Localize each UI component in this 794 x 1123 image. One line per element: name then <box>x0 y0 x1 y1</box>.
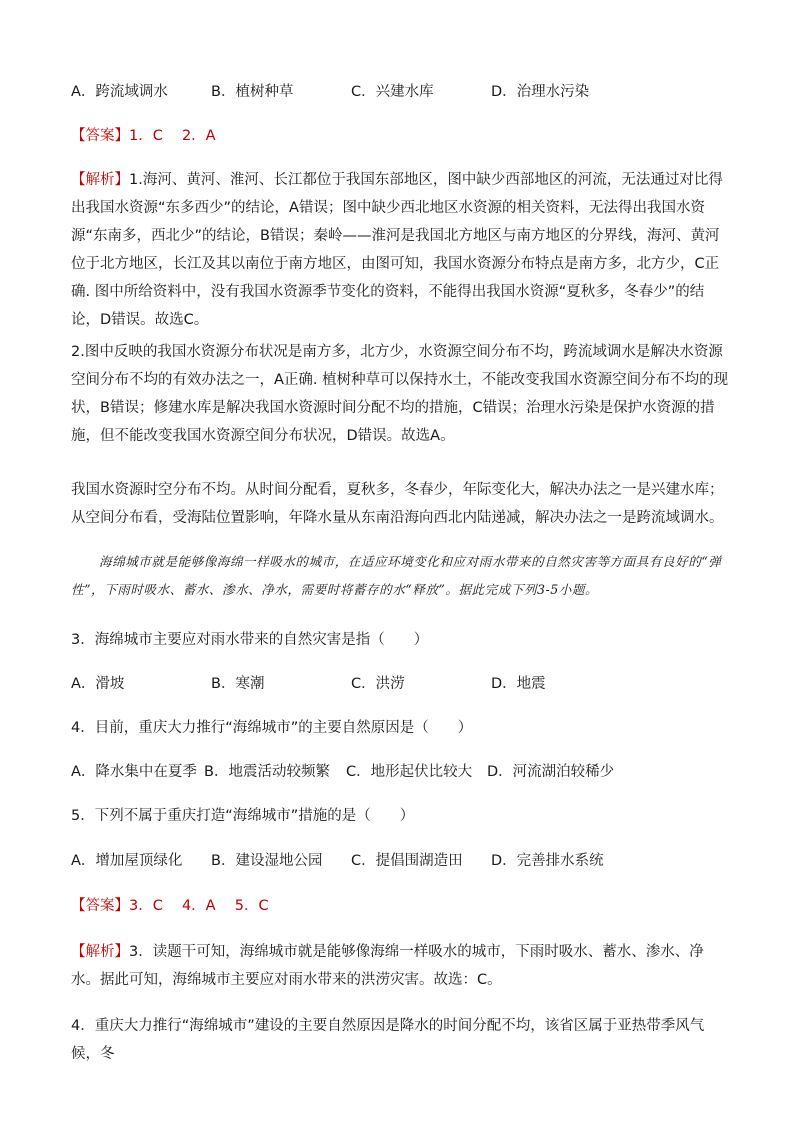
option-d: D．河流湖泊较稀少 <box>487 764 615 780</box>
summary-text: 我国水资源时空分布不均。从时间分配看，夏秋多，冬春少，年际变化大，解决办法之一是兴建水库；从空间分布看，受海陆位置影响，年降水量从东南沿海向西北内陆递减，解决办法之一是跨流域调水。 <box>71 482 724 526</box>
answer-label: 【答案】 <box>71 898 129 914</box>
question-4-stem: 4．目前，重庆大力推行“海绵城市”的主要自然原因是（ ） <box>71 720 473 736</box>
analysis-paragraph-1 <box>71 166 731 334</box>
answer-text: 1．C 2．A <box>129 128 216 144</box>
option-d: D．完善排水系统 <box>491 853 604 869</box>
summary-paragraph <box>71 476 731 532</box>
option-b: B．植树种草 <box>211 84 294 100</box>
analysis-label: 【解析】 <box>71 172 129 188</box>
option-a: A．跨流域调水 <box>71 84 168 100</box>
analysis-paragraph-2 <box>71 338 731 450</box>
analysis-text-4: 4．重庆大力推行“海绵城市”建设的主要自然原因是降水的时间分配不均，该省区属于亚热带季风气候，冬 <box>71 1018 705 1062</box>
analysis-label: 【解析】 <box>71 944 129 960</box>
answer-text: 3．C 4．A 5．C <box>129 898 269 914</box>
analysis-text-1: 1.海河、黄河、淮河、长江都位于我国东部地区，图中缺少西部地区的河流，无法通过对比得出我国水资源“东多西少”的结论，A错误；图中缺少西北地区水资源的相关资料，无法得出我国水资源“东南多，西北少”的结论，B错误；秦岭——淮河是我国北方地区与南方地区的分界线，海河、黄河位于北方地区，长江及其以南位于南方地区，由图可知，我国水资源分布特点是南方多，北方少，C正确. 图中所给资料中，没有我国水资源季节变化的资料，不能得出我国水资源“夏秋多，冬春少”的结论，D错误。故选C。 <box>71 172 723 328</box>
option-a: A．降水集中在夏季 <box>71 764 197 780</box>
option-a: A．滑坡 <box>71 676 125 692</box>
analysis-text-2: 2.图中反映的我国水资源分布状况是南方多，北方少，水资源空间分布不均，跨流域调水是解决水资源空间分布不均的有效办法之一，A正确. 植树种草可以保持水土，不能改变我国水资源空间分布不均的现状，B错误；修建水库是解决我国水资源时间分配不均的措施，C错误；治理水污染是保护水资源的措施，但不能改变我国水资源空间分布状况，D错误。故选A。 <box>71 344 729 444</box>
option-b: B．地震活动较频繁 <box>204 764 330 780</box>
answer-label: 【答案】 <box>71 128 129 144</box>
option-c: C．提倡围湖造田 <box>351 853 463 869</box>
reading-passage: 海绵城市就是能够像海绵一样吸水的城市，在适应环境变化和应对雨水带来的自然灾害等方面具有良好的“弹性”，下雨时吸水、蓄水、渗水、净水，需要时将蓄存的水“释放”。据此完成下列3-5小题。 <box>71 554 722 597</box>
answer-line-2 <box>71 896 269 916</box>
option-d: D．治理水污染 <box>491 84 590 100</box>
option-c: C．兴建水库 <box>351 84 434 100</box>
question-3-stem: 3．海绵城市主要应对雨水带来的自然灾害是指（ ） <box>71 632 429 648</box>
question-5-stem: 5．下列不属于重庆打造“海绵城市”措施的是（ ） <box>71 808 415 824</box>
option-b: B．建设湿地公园 <box>211 853 323 869</box>
analysis-paragraph-4 <box>71 1012 731 1068</box>
option-c: C．洪涝 <box>351 676 405 692</box>
option-c: C．地形起伏比较大 <box>346 764 473 780</box>
analysis-text-3: 3．读题干可知，海绵城市就是能够像海绵一样吸水的城市，下雨时吸水、蓄水、渗水、净水。据此可知，海绵城市主要应对雨水带来的洪涝灾害。故选：C。 <box>71 944 704 988</box>
option-a: A．增加屋顶绿化 <box>71 853 183 869</box>
analysis-paragraph-3 <box>71 938 731 994</box>
option-d: D．地震 <box>491 676 546 692</box>
answer-line-1 <box>71 126 216 146</box>
option-b: B．寒潮 <box>211 676 265 692</box>
